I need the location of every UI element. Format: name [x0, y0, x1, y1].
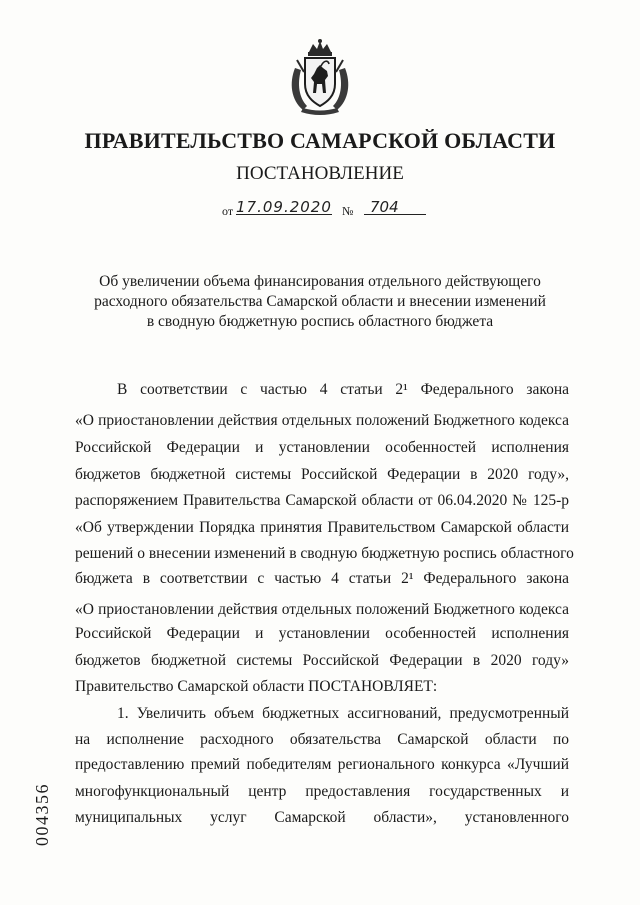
number-prefix: №: [342, 204, 354, 218]
body-line: Правительство Самарской области ПОСТАНОВЛЯЕТ:: [75, 678, 438, 695]
body-line: распоряжением Правительства Самарской области от 06.04.2020 № 125-р: [75, 492, 569, 509]
body-line: бюджетов бюджетной системы Российской Федерации в 2020 году»,: [75, 466, 569, 483]
body-line: муниципальных услуг Самарской области», установленного: [75, 809, 569, 826]
body-line: многофункциональный центр предоставления государственных и: [75, 783, 569, 800]
document-type-heading: ПОСТАНОВЛЕНИЕ: [236, 163, 404, 184]
subject-line: в сводную бюджетную роспись областного бюджета: [146, 313, 494, 330]
subject-line: расходного обязательства Самарской области и внесении изменений: [94, 293, 546, 310]
body-line: «О приостановлении действия отдельных положений Бюджетного кодекса: [75, 601, 569, 618]
document-number: 704: [370, 198, 399, 216]
body-line: предоставлению премий победителям регионального конкурса «Лучший: [75, 756, 569, 773]
date-prefix: от: [222, 204, 234, 218]
subject-line: Об увеличении объема финансирования отдельного действующего: [99, 273, 541, 290]
document-date: 17.09.2020: [236, 198, 332, 216]
body-line: 1. Увеличить объем бюджетных ассигнований, предусмотренный: [117, 705, 569, 722]
body-line: «Об утверждении Порядка принятия Правительством Самарской области: [75, 519, 569, 536]
body-line: «О приостановлении действия отдельных положений Бюджетного кодекса: [75, 412, 569, 429]
body-line: Российской Федерации и установлении особенностей исполнения: [75, 625, 569, 642]
body-line: бюджета в соответствии с частью 4 статьи 2¹ Федерального закона: [75, 570, 569, 587]
side-stamp-number: 004356: [32, 783, 52, 846]
government-name-heading: ПРАВИТЕЛЬСТВО САМАРСКОЙ ОБЛАСТИ: [84, 128, 556, 153]
body-line: на исполнение расходного обязательства Самарской области по: [75, 731, 569, 748]
body-line: В соответствии с частью 4 статьи 2¹ Федерального закона: [117, 381, 569, 398]
body-line: решений о внесении изменений в сводную бюджетную роспись областного: [75, 545, 574, 562]
body-line: Российской Федерации и установлении особенностей исполнения: [75, 439, 569, 456]
side-stamp: [32, 770, 54, 846]
body-line: бюджетов бюджетной системы Российской Федерации в 2020 году»: [75, 652, 569, 669]
